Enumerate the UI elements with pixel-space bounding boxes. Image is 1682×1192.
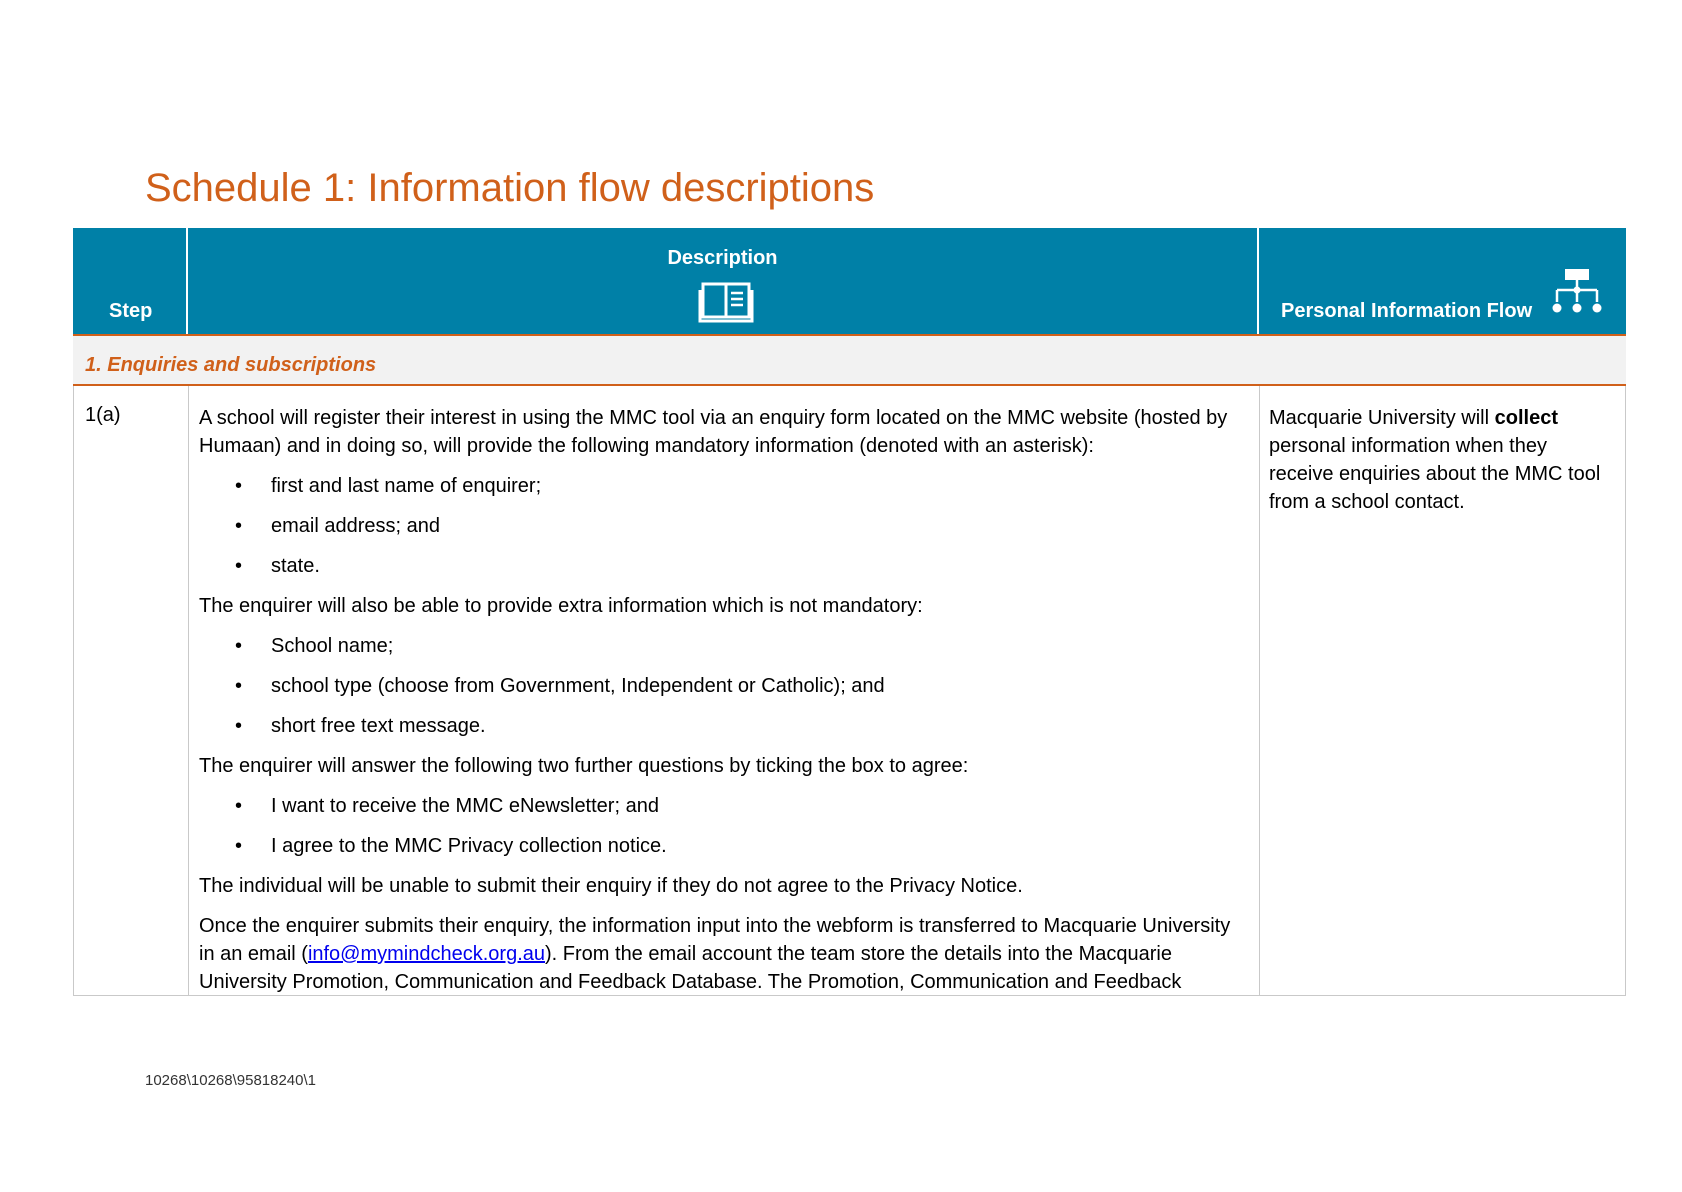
- header-step-label: Step: [109, 300, 153, 322]
- flow-emphasis: collect: [1494, 407, 1558, 429]
- mandatory-info-list: [199, 472, 1249, 580]
- paragraph-text: Once the enquirer submits their enquiry, the information input into the webform is transferred to Macquarie University in an email (: [199, 915, 1231, 965]
- bullet-icon: •: [235, 515, 243, 537]
- column-divider: [1259, 386, 1260, 995]
- list-item-text: short free text message.: [271, 715, 486, 737]
- table-row: [73, 386, 1626, 996]
- header-flow-label: Personal Information Flow: [1281, 300, 1533, 322]
- description-paragraph: The enquirer will answer the following two further questions by ticking the box to agree:: [199, 755, 969, 777]
- header-description-cell: [188, 228, 1257, 334]
- optional-info-list: [199, 632, 1249, 740]
- list-item: [199, 472, 1249, 500]
- bullet-icon: •: [235, 675, 243, 697]
- header-step-cell: [73, 228, 186, 334]
- email-link[interactable]: info@mymindcheck.org.au: [307, 943, 546, 965]
- bullet-icon: •: [235, 835, 243, 857]
- description-paragraph: The enquirer will also be able to provide extra information which is not mandatory:: [199, 595, 923, 617]
- information-flow-table: [73, 228, 1626, 996]
- list-item: [199, 552, 1249, 580]
- page-title: Schedule 1: Information flow descriptions: [145, 166, 875, 210]
- description-cell: [199, 404, 1249, 996]
- list-item: [199, 672, 1249, 700]
- list-item-text: state.: [271, 555, 320, 577]
- description-paragraph: A school will register their interest in using the MMC tool via an enquiry form located on the MMC website (hosted by Humaan) and in doing so, will provide the following mandatory information (denoted with an asterisk):: [199, 407, 1228, 457]
- list-item-text: school type (choose from Government, Independent or Catholic); and: [271, 675, 885, 697]
- section-label: 1. Enquiries and subscriptions: [85, 354, 377, 376]
- table-header: [73, 228, 1626, 334]
- header-flow-cell: [1259, 228, 1626, 334]
- bullet-icon: •: [235, 635, 243, 657]
- description-paragraph: [199, 912, 1249, 996]
- bullet-icon: •: [235, 475, 243, 497]
- flow-text: Macquarie University will: [1269, 407, 1495, 429]
- org-chart-icon: [1551, 268, 1603, 321]
- header-description-label: Description: [667, 247, 778, 269]
- list-item-text: first and last name of enquirer;: [271, 475, 542, 497]
- bullet-icon: •: [235, 555, 243, 577]
- bullet-icon: •: [235, 715, 243, 737]
- list-item-text: I agree to the MMC Privacy collection notice.: [271, 835, 667, 857]
- list-item-text: email address; and: [271, 515, 440, 537]
- document-reference: 10268\10268\95818240\1: [145, 1072, 317, 1089]
- list-item: [199, 632, 1249, 660]
- list-item: [199, 832, 1249, 860]
- book-icon: [698, 280, 754, 329]
- list-item-text: I want to receive the MMC eNewsletter; and: [271, 795, 659, 817]
- step-cell: 1(a): [85, 404, 121, 426]
- list-item: [199, 792, 1249, 820]
- questions-list: [199, 792, 1249, 860]
- list-item: [199, 712, 1249, 740]
- list-item: [199, 512, 1249, 540]
- flow-cell: [1269, 404, 1614, 516]
- paragraph-text: ). From the email account the team store the details into the Macquarie University Promotion, Communication and Feedback Database. The Promotion, Communication and Feedback: [199, 943, 1182, 993]
- flow-text: personal information when they receive enquiries about the MMC tool from a school contact.: [1269, 435, 1601, 513]
- bullet-icon: •: [235, 795, 243, 817]
- list-item-text: School name;: [271, 635, 394, 657]
- column-divider: [188, 386, 189, 995]
- section-row: [73, 334, 1626, 386]
- description-paragraph: The individual will be unable to submit their enquiry if they do not agree to the Privacy Notice.: [199, 875, 1023, 897]
